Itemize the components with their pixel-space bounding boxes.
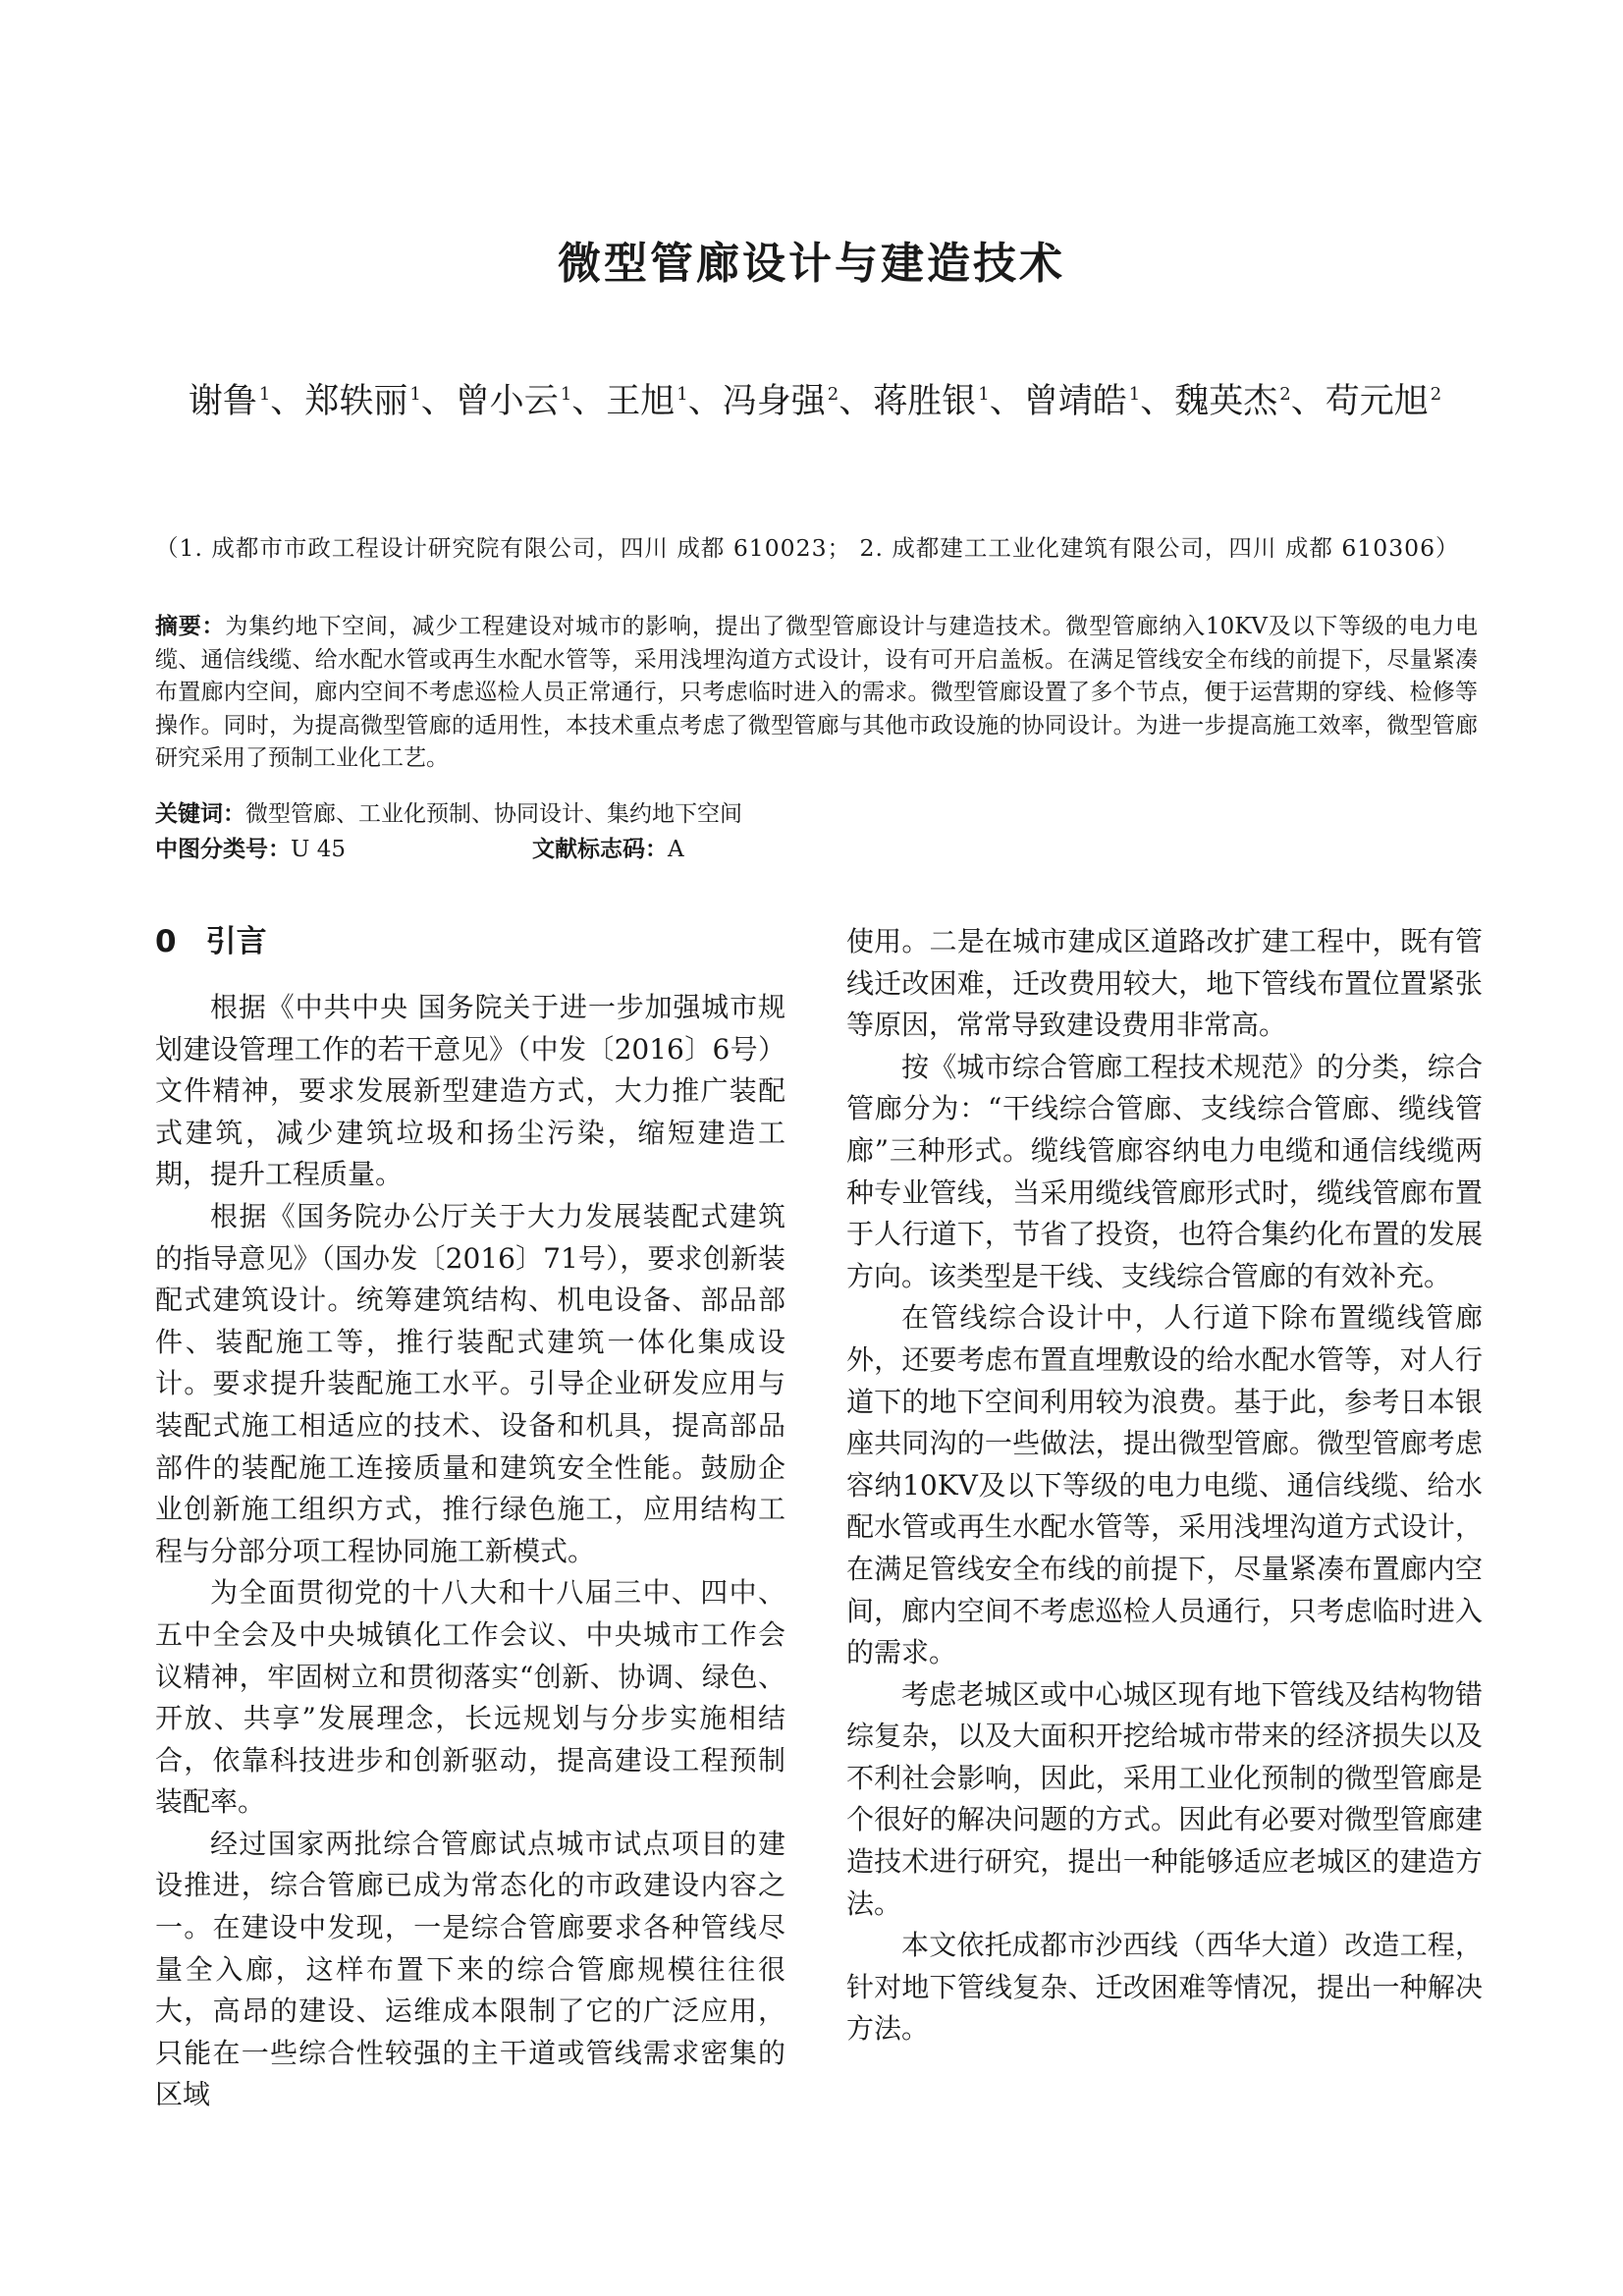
author [189,382,270,421]
author-separator: 、 [420,381,456,421]
body-paragraph: 为全面贯彻党的十八大和十八届三中、四中、五中全会及中央城镇化工作会议、中央城市工作会议精神，牢固树立和贯彻落实“创新、协调、绿色、开放、共享”发展理念，长远规划与分步实施相结合，依靠科技进步和创新驱动，提高建设工程预制装配率。 [155,1576,785,1819]
author-affiliation-mark: 1 [676,384,688,405]
section-heading [155,921,785,962]
right-column [846,921,1483,2050]
author-affiliation-mark: 1 [409,384,421,405]
abstract-label: 摘要： [155,614,226,639]
author-affiliation-mark: 1 [1128,384,1141,405]
author-name: 冯身强 [722,381,826,421]
body-paragraph: 按《城市综合管廊工程技术规范》的分类，综合管廊分为：“干线综合管廊、支线综合管廊、缆线管廊”三种形式。缆线管廊容纳电力电缆和通信线缆两种专业管线，当采用缆线管廊形式时，缆线管廊布置于人行道下，节省了投资，也符合集约化布置的发展方向。该类型是干线、支线综合管廊的有效补充。 [846,1050,1483,1292]
author-name: 曾小云 [455,381,559,421]
section-number: 0 [155,924,177,959]
author-affiliation-mark: 1 [258,384,271,405]
author [456,382,571,421]
author-name: 郑轶丽 [304,381,408,421]
abstract [155,611,1478,776]
author-name: 苟元旭 [1325,381,1429,421]
body-paragraph: 根据《国务院办公厅关于大力发展装配式建筑的指导意见》（国办发〔2016〕71号），要求创新装配式建筑设计。统筹建筑结构、机电设备、部品部件、装配施工等，推行装配式建筑一体化集成设计。要求提升装配施工水平。引导企业研发应用与装配式施工相适应的技术、设备和机具，提高部品部件的装配施工连接质量和建筑安全性能。鼓励企业创新施工组织方式，推行绿色施工，应用结构工程与分部分项工程协同施工新模式。 [155,1199,785,1567]
author [723,382,839,421]
author-affiliation-mark: 2 [1279,384,1291,405]
body-paragraph-continuation: 使用。二是在城市建成区道路改扩建工程中，既有管线迁改困难，迁改费用较大，地下管线布置位置紧张等原因，常常导致建设费用非常高。 [846,925,1483,1042]
paper-title: 微型管廊设计与建造技术 [558,239,1065,289]
left-column [155,921,785,2116]
author-separator: 、 [687,381,723,421]
author-separator: 、 [1140,381,1175,421]
author-separator: 、 [1290,381,1325,421]
author-name: 蒋胜银 [873,381,977,421]
body-paragraph: 考虑老城区或中心城区现有地下管线及结构物错综复杂，以及大面积开挖给城市带来的经济损失以及不利社会影响，因此，采用工业化预制的微型管廊是个很好的解决问题的方式。因此有必要对微型管廊建造技术进行研究，提出一种能够适应老城区的建造方法。 [846,1677,1483,1920]
abstract-text: 为集约地下空间，减少工程建设对城市的影响，提出了微型管廊设计与建造技术。微型管廊纳入10KV及以下等级的电力电缆、通信线缆、给水配水管或再生水配水管等，采用浅埋沟道方式设计，设有可开启盖板。在满足管线安全布线的前提下，尽量紧凑布置廊内空间，廊内空间不考虑巡检人员正常通行，只考虑临时进入的需求。微型管廊设置了多个节点，便于运营期的穿线、检修等操作。同时，为提高微型管廊的适用性，本技术重点考虑了微型管廊与其他市政设施的协同设计。为进一步提高施工效率，微型管廊研究采用了预制工业化工艺。 [155,614,1479,771]
author-separator: 、 [839,381,874,421]
author-affiliation-mark: 2 [827,384,839,405]
body-paragraph: 经过国家两批综合管廊试点城市试点项目的建设推进，综合管廊已成为常态化的市政建设内容之一。在建设中发现，一是综合管廊要求各种管线尽量全入廊，这样布置下来的综合管廊规模往往很大，高昂的建设、运维成本限制了它的广泛应用，只能在一些综合性较强的主干道或管线需求密集的区域 [155,1827,785,2111]
keywords-text: 微型管廊、工业化预制、协同设计、集约地下空间 [245,801,742,827]
affiliations: （1. 成都市市政工程设计研究院有限公司，四川 成都 610023； 2. 成都建工工业化建筑有限公司，四川 成都 610306） [155,534,1460,562]
body-paragraph: 在管线综合设计中，人行道下除布置缆线管廊外，还要考虑布置直埋敷设的给水配水管等，对人行道下的地下空间利用较为浪费。基于此，参考日本银座共同沟的一些做法，提出微型管廊。微型管廊考虑容纳10KV及以下等级的电力电缆、通信线缆、给水配水管或再生水配水管等，采用浅埋沟道方式设计，在满足管线安全布线的前提下，尽量紧凑布置廊内空间，廊内空间不考虑巡检人员通行，只考虑临时进入的需求。 [846,1301,1483,1669]
author [1174,382,1290,421]
author-affiliation-mark: 1 [978,384,990,405]
author-separator: 、 [270,381,305,421]
clc-label: 中图分类号： [155,837,291,862]
author-name: 谢鲁 [188,381,257,421]
author [1024,382,1140,421]
author-affiliation-mark: 1 [560,384,572,405]
keywords [155,797,1478,831]
body-paragraph: 本文依托成都市沙西线（西华大道）改造工程，针对地下管线复杂、迁改困难等情况，提出一种解决方法。 [846,1929,1483,2046]
document-code-value: A [667,837,684,862]
classification-line [155,833,1478,866]
author-name: 魏英杰 [1174,381,1278,421]
section-title: 引言 [205,924,267,959]
keywords-label: 关键词： [155,801,245,827]
author [606,382,687,421]
document-code-label: 文献标志码： [531,837,668,862]
author-separator: 、 [989,381,1024,421]
author-name: 王旭 [606,381,676,421]
author [304,382,420,421]
author-name: 曾靖皓 [1023,381,1127,421]
author-affiliation-mark: 2 [1430,384,1442,405]
author-list [147,357,1483,439]
author-separator: 、 [571,381,607,421]
author [873,382,989,421]
body-paragraph: 根据《中共中央 国务院关于进一步加强城市规划建设管理工作的若干意见》（中发〔2016〕6号）文件精神，要求发展新型建造方式，大力推广装配式建筑，减少建筑垃圾和扬尘污染，缩短建造工期，提升工程质量。 [155,991,785,1191]
author [1325,382,1441,421]
clc-value: U 45 [291,837,346,862]
